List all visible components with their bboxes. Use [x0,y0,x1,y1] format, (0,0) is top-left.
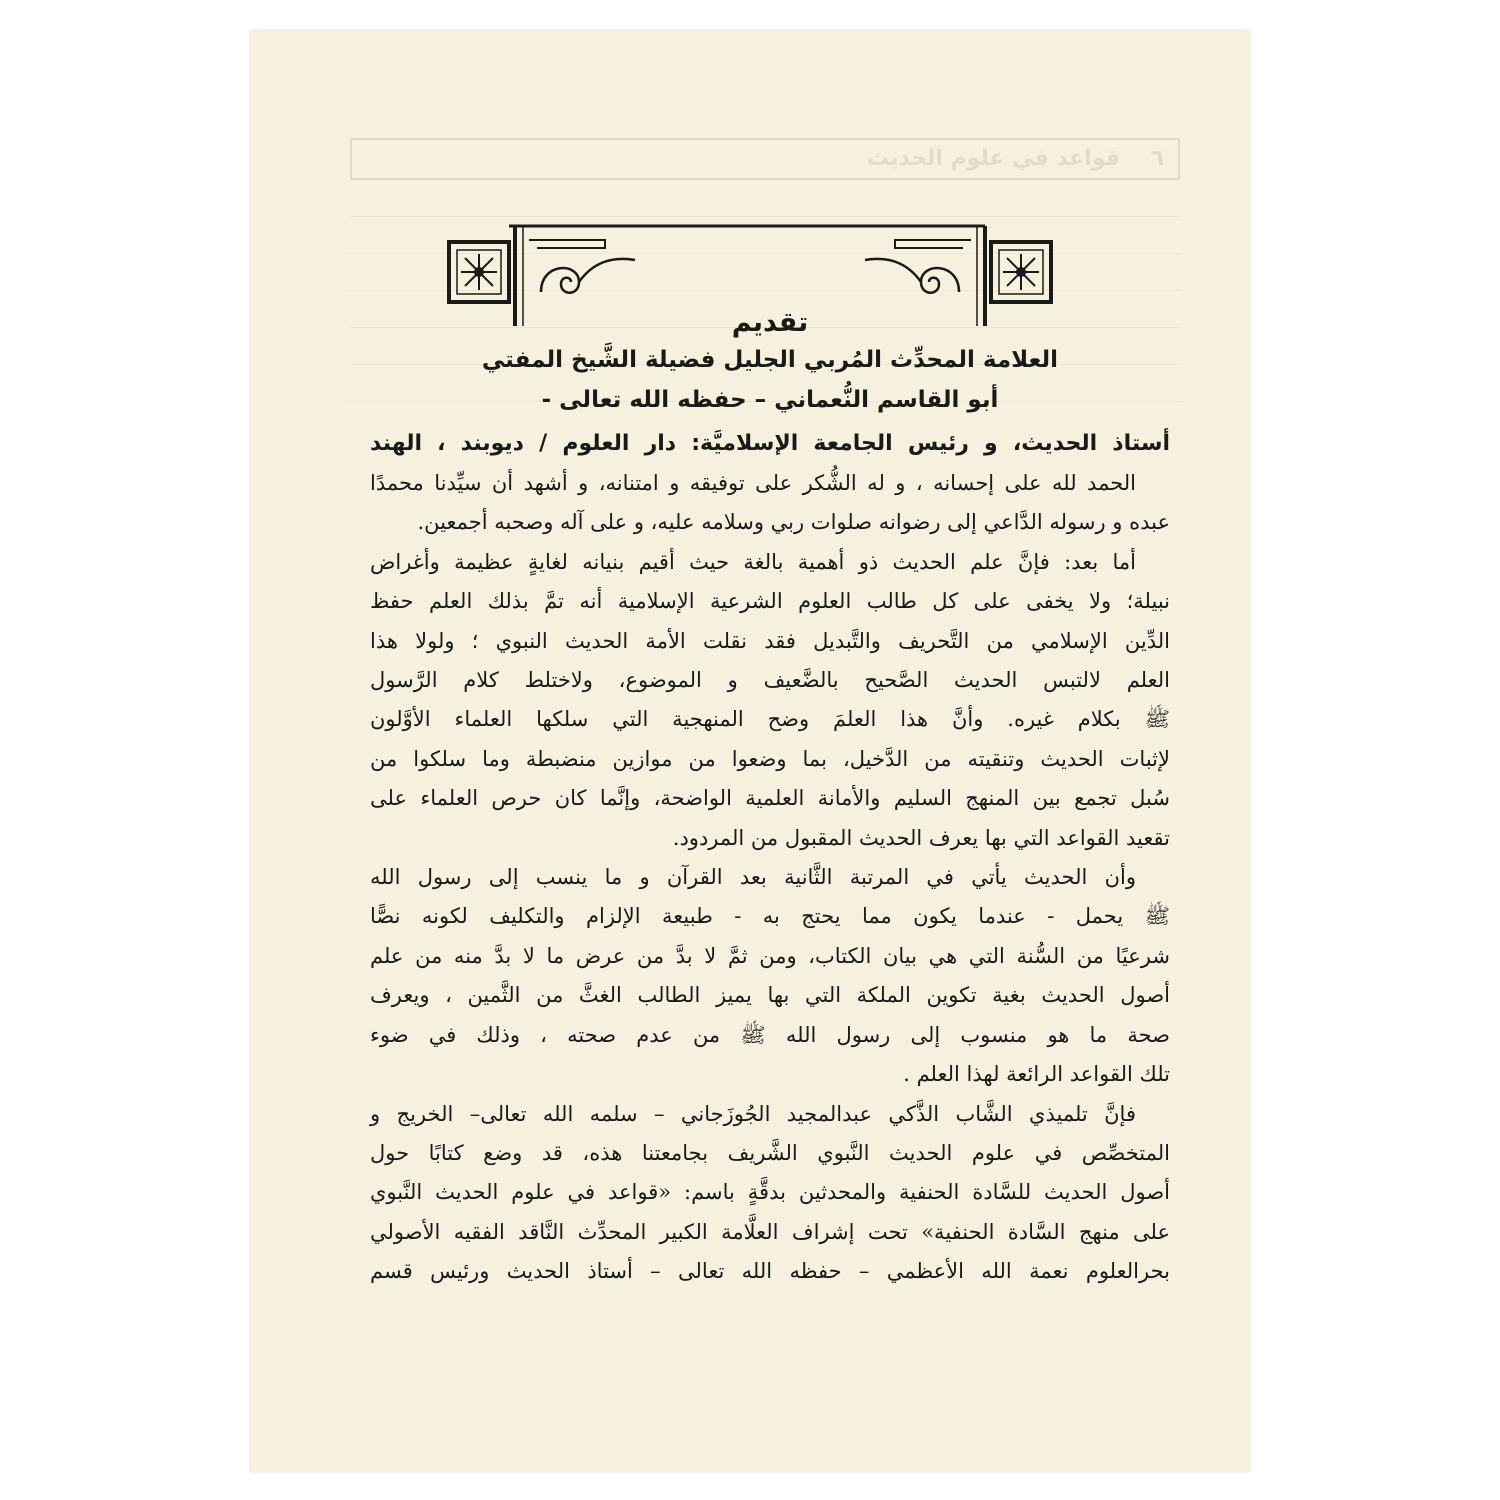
book-page [250,30,1250,1472]
bleed-through-page-number: ٦ [1150,146,1164,171]
text-line: أما بعد: فإنَّ علم الحديث ذو أهمية بالغة حيث أقيم بنيانه لغايةٍ عظيمة وأغراض [370,549,1136,574]
text-line: صحة ما هو منسوب إلى رسول الله ﷺ من عدم صحته ، وذلك في ضوء [370,1022,1170,1047]
text-line: المتخصِّص في علوم الحديث النَّبوي الشَّريف بجامعتنا هذه، قد وضع كتابًا حول [370,1140,1170,1165]
text-line: أصول الحديث للسَّادة الحنفية والمحدثين بدقَّةٍ باسم: «قواعد في علوم الحديث النَّبوي [370,1180,1170,1205]
foreword-content [370,306,1170,1292]
paragraph [370,858,1170,1094]
text-line: ﷺ يحمل - عندما يكون مما يحتج به - طبيعة الإلزام والتكليف لكونه نصًّا [370,904,1170,929]
text-line: ﷺ بكلام غيره. وأنَّ هذا العلمَ وضح المنهجية التي سلكها العلماء الأوَّلون [370,707,1170,732]
text-line: أصول الحديث بغية تكوين الملكة التي بها يميز الطالب الغثَّ من الثَّمين ، ويعرف [370,983,1170,1008]
author-name: أبو القاسم النُّعماني – حفظه الله تعالى - [541,387,999,413]
author-affiliation: أستاذ الحديث، و رئيس الجامعة الإسلاميَّة: دار العلوم / ديوبند ، الهند [370,431,1170,456]
bleed-through-title: قواعد في علوم الحديث [866,146,1120,171]
text-line: نبيلة؛ ولا يخفى على كل طالب العلوم الشرعية الإسلامية أنه تمَّ بذلك العلم حفظ [370,589,1170,614]
text-line: شرعيًا من السُّنة التي هي بيان الكتاب، ومن ثمَّ لا بدَّ من عرض ما لا بدَّ منه من علم [370,943,1170,968]
text-line: العلم لالتبس الحديث الصَّحيح بالضَّعيف و الموضوع، ولاختلط كلام الرَّسول [370,668,1170,693]
text-line: لإثبات الحديث وتنقيته من الدَّخيل، بما وضعوا من موازين منضبطة وما سلكوا من [370,746,1170,771]
text-line: على منهج السَّادة الحنفية» تحت إشراف العلَّامة الكبير المحدِّث النَّاقد الفقيه الأصولي [370,1219,1170,1244]
text-line: عبده و رسوله الدَّاعي إلى رضوانه صلوات ربي وسلامه عليه، و على آله وصحبه أجمعين. [417,510,1170,535]
foreword-title: تقديم [731,307,809,338]
paragraph [370,543,1170,858]
text-line: تلك القواعد الرائعة لهذا العلم . [903,1062,1170,1087]
author-description: العلامة المحدِّث المُربي الجليل فضيلة الشَّيخ المفتي [481,347,1059,373]
text-line: الدِّين الإسلامي من التَّحريف والتَّبديل فقد نقلت الأمة الحديث النبوي ؛ ولولا هذا [370,628,1170,653]
text-line: تقعيد القواعد التي بها يعرف الحديث المقبول من المردود. [672,825,1170,850]
text-line: الحمد لله على إحسانه ، و له الشُّكر على توفيقه و امتنانه، و أشهد أن سيِّدنا محمدًا [370,471,1136,495]
text-line: بحرالعلوم نعمة الله الأعظمي – حفظه الله تعالى – أستاذ الحديث ورئيس قسم [370,1259,1170,1284]
paragraph [370,464,1170,543]
text-line: فإنَّ تلميذي الشَّاب الذَّكي عبدالمجيد الجُوزَجاني – سلمه الله تعالى– الخريج و [370,1101,1136,1126]
paragraph [370,1095,1170,1292]
text-line: سُبل تجمع بين المنهج السليم والأمانة العلمية الواضحة، وإنَّما كان حرص العلماء على [370,786,1170,811]
bleed-through-header [350,138,1180,180]
text-line: وأن الحديث يأتي في المرتبة الثَّانية بعد القرآن و ما ينسب إلى رسول الله [370,865,1136,890]
